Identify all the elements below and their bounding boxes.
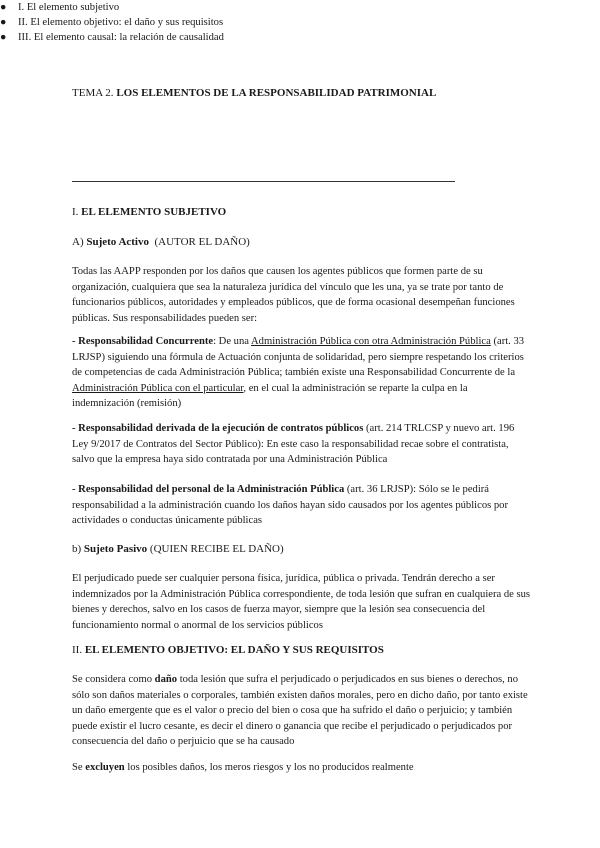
paragraph: - Responsabilidad derivada de la ejecución de contratos públicos (art. 214 TRLCSP y nuevo art. 196 Ley 9/2017 de Contratos del Sector Público): En este caso la responsabilidad recae sobre el contratista, salvo que la empresa haya sido contratada por una Administración Pública [72, 423, 515, 466]
table-of-contents [0, 0, 600, 45]
bullet-icon: ● [0, 17, 7, 28]
toc-item: ● III. El elemento causal: la relación de causalidad [0, 30, 600, 45]
section-heading: II. EL ELEMENTO OBJETIVO: EL DAÑO Y SUS REQUISITOS [72, 644, 384, 656]
paragraph: El perjudicado puede ser cualquier persona física, jurídica, pública o privada. Tendrán derecho a ser indemnizados por la Administración Pública correspondiente, de toda lesión que sufran en cualquiera de sus bienes y derechos, salvo en los casos de fuerza mayor, siempre que la lesión sea consecuencia del funcionamiento normal o anormal de los servicios públicos [72, 573, 531, 631]
paragraph: Todas las AAPP responden por los daños que causen los agentes públicos que formen parte de su organización, cualquiera que sea la naturaleza jurídica del vínculo que les una, ya se trate por tanto de funcionarios públicos, autoridades y empleados públicos, que de forma ocasional desempeñan funciones públicas. Sus responsabilidades pueden ser: [72, 266, 515, 324]
section-heading: I. EL ELEMENTO SUBJETIVO [72, 206, 227, 218]
page-title [72, 86, 532, 102]
toc-item: ● I. El elemento subjetivo [0, 0, 600, 15]
paragraph: - Responsabilidad Concurrente: De una Administración Pública con otra Administración Pública (art. 33 LRJSP) siguiendo una fórmula de Actuación conjunta de solidaridad, pero siempre respetando los criterios de competencias de cada Administración Pública; también existe una Responsabilidad Concurrente de la Administración Pública con el particular, en el cual la administración se reparte la culpa en la indemnización (remisión) [72, 336, 525, 410]
toc-item: ● II. El elemento objetivo: el daño y sus requisitos [0, 15, 600, 30]
paragraph: Se considera como daño toda lesión que sufra el perjudicado o perjudicados en sus bienes o derechos, no sólo son daños materiales o corporales, también existen daños morales, pero en dicho daño, por tanto existe un daño emergente que es el valor o precio del bien o cosa que ha sufrido el daño o perjuicio; y también puede existir el lucro cesante, es decir el dinero o ganancia que recibe el perjudicado o perjudicados por consecuencia del daño o perjuicio que se ha causado [72, 674, 528, 748]
bullet-icon: ● [0, 2, 7, 13]
bullet-icon: ● [0, 32, 7, 43]
subsection-heading: A) Sujeto Activo (AUTOR EL DAÑO) [72, 236, 250, 248]
subsection-heading: b) Sujeto Pasivo (QUIEN RECIBE EL DAÑO) [72, 543, 284, 555]
horizontal-divider [72, 181, 455, 182]
paragraph: - Responsabilidad del personal de la Administración Pública (art. 36 LRJSP): Sólo se le pedirá responsabilidad a la administración cuando los daños hayan sido causados por los agentes públicos por actividades o conductas únicamente públicas [72, 484, 509, 527]
tema-prefix: TEMA 2. [72, 87, 117, 99]
tema-title: LOS ELEMENTOS DE LA RESPONSABILIDAD PATRIMONIAL [116, 87, 437, 99]
paragraph: Se excluyen los posibles daños, los meros riesgos y los no producidos realmente [72, 762, 414, 773]
